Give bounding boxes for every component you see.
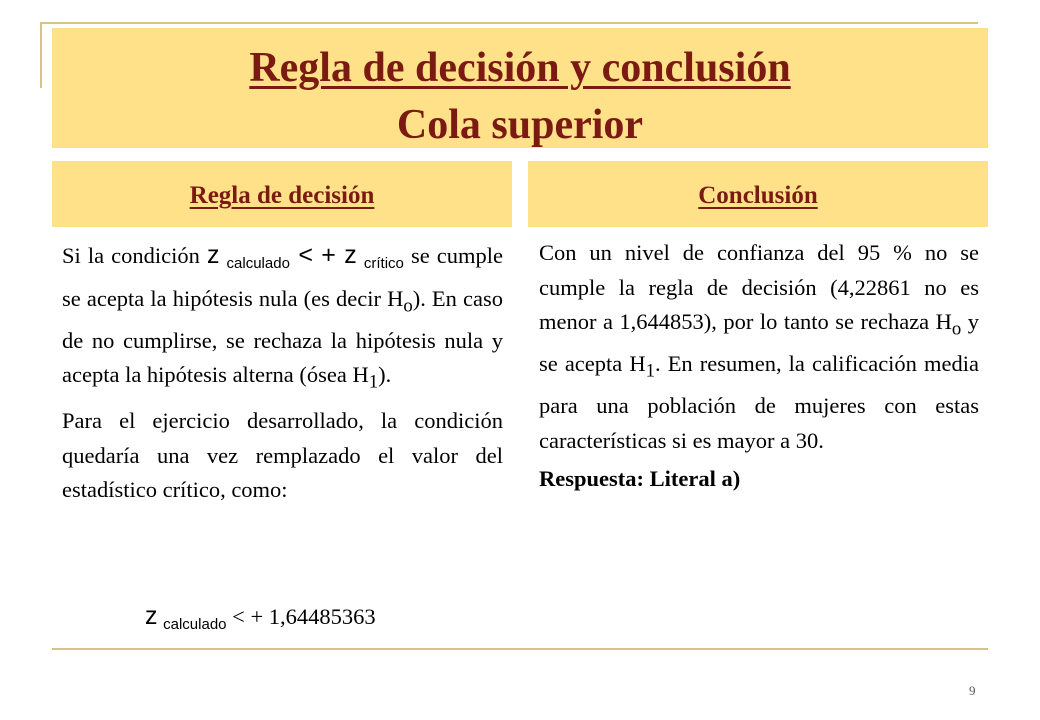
- slide-subtitle: Cola superior: [396, 102, 644, 148]
- decision-rule-paragraph: Si la condición z $_{calculado}$ < + z $_{crítico}$ se cumple se acepta la hipótesis nula (es decir $H_o$). En caso de no cumplirse, se rechaza la hipótesis nula y acepta la hipótesis alterna (ósea $H_1$).: [62, 241, 504, 393]
- page-number: 9: [969, 683, 976, 698]
- conclusion-paragraph: Con un nivel de confianza del 95 % no se cumple la regla de decisión (4,22861 no es menor a 1,644853), por lo tanto se rechaza $H_o$ y se acepta $H_1$. En resumen, la calificación media para una población de mujeres con estas características si es mayor a 30.: [539, 240, 979, 453]
- decision-rule-text: [62, 238, 503, 512]
- decision-rule-heading: Regla de decisión: [52, 161, 512, 227]
- answer-line: Respuesta: Literal a): [539, 466, 741, 491]
- bottom-divider: [52, 648, 988, 650]
- slide-title: Regla de decisión y conclusión: [249, 45, 791, 91]
- formula-line: z $_{calculado}$ < + 1,64485363: [145, 602, 376, 633]
- conclusion-heading: Conclusión: [528, 161, 988, 227]
- decorative-left-line: [40, 22, 42, 88]
- conclusion-text: [539, 236, 979, 501]
- decorative-top-line: [40, 22, 978, 24]
- title-banner: [52, 28, 988, 148]
- exercise-paragraph: Para el ejercicio desarrollado, la condición quedaría una vez remplazado el valor del estadístico crítico, como:: [62, 408, 503, 502]
